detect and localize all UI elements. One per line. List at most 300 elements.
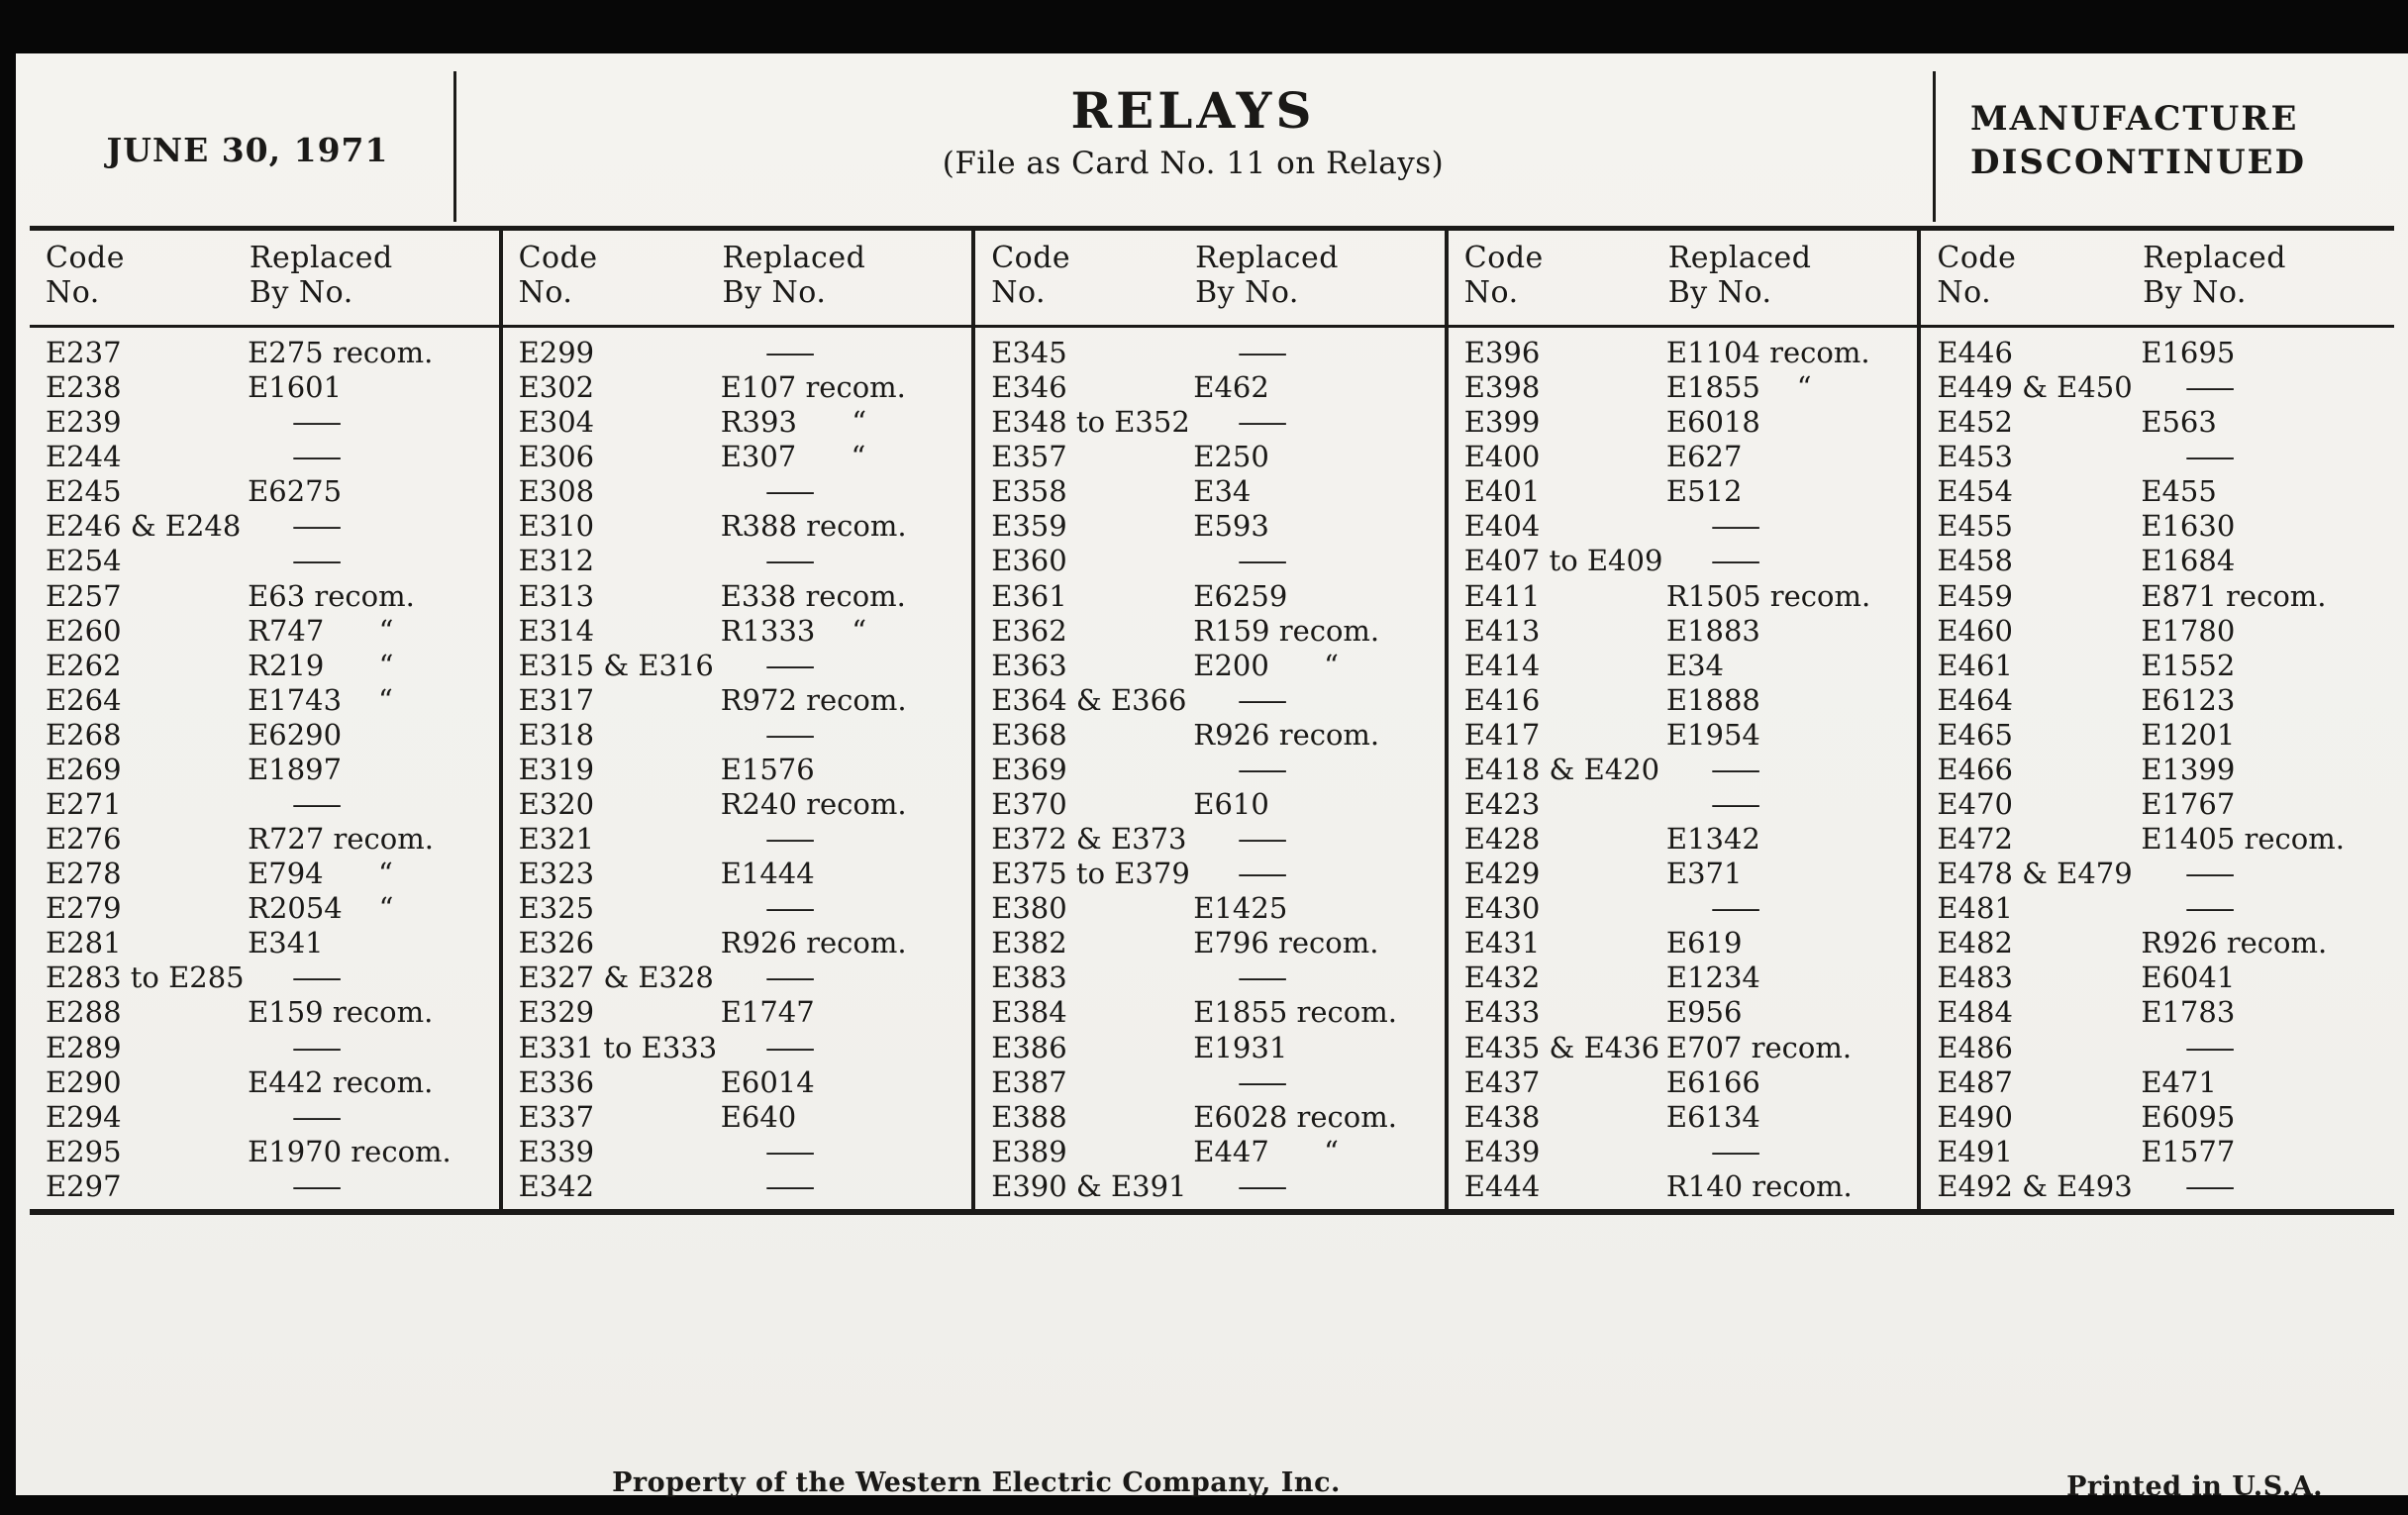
column-header-line: Code	[46, 241, 125, 275]
code-cell: E446	[1937, 336, 2013, 369]
replaced-cell	[1193, 1169, 1440, 1203]
code-cell: E433	[1463, 995, 1541, 1030]
table-row	[46, 544, 495, 577]
dash-mark: —	[1237, 1168, 1289, 1203]
code-cell: E389	[991, 1134, 1067, 1168]
table-row	[1464, 1135, 1914, 1168]
column-header-line: By No.	[2143, 275, 2247, 311]
code-cell: E416	[1463, 682, 1541, 717]
code-cell: E342	[518, 1168, 595, 1203]
code-cell: E464	[1937, 682, 2013, 717]
table-row	[1464, 509, 1914, 543]
replaced-cell: R747 “	[248, 613, 394, 648]
replaced-cell: E1855 recom.	[1193, 995, 1397, 1030]
code-cell: E319	[518, 752, 595, 786]
code-cell: E304	[518, 405, 595, 440]
dash-mark: —	[291, 1168, 344, 1203]
table-row	[46, 995, 495, 1029]
code-cell: E453	[1937, 440, 2013, 474]
table-row	[991, 614, 1441, 648]
manufacture-status	[1970, 97, 2306, 184]
replaced-cell: E1201	[2141, 717, 2236, 752]
table-row	[1464, 891, 1914, 925]
code-cell: E482	[1937, 926, 2013, 960]
code-cell: E432	[1463, 960, 1541, 995]
replaced-cell	[721, 336, 967, 369]
replaced-by-header	[1668, 241, 1918, 311]
replaced-cell	[721, 474, 967, 508]
code-cell: E306	[518, 440, 595, 474]
table-row	[991, 1031, 1441, 1064]
table-row	[519, 1100, 968, 1134]
code-cell: E308	[518, 474, 595, 509]
replaced-cell: E462	[1193, 370, 1269, 405]
replaced-cell: E6290	[248, 717, 343, 752]
replaced-cell	[1666, 891, 1913, 925]
replaced-cell: E250	[1193, 440, 1269, 474]
code-cell: E487	[1937, 1064, 2013, 1099]
replaced-cell: E871 recom.	[2141, 578, 2327, 613]
replaced-cell: E1855 “	[1665, 370, 1812, 405]
replaced-cell: E1931	[1193, 1030, 1288, 1064]
replaced-cell	[2141, 370, 2390, 404]
replaced-by-header	[250, 241, 499, 311]
replaced-cell	[1666, 1135, 1913, 1168]
replaced-cell	[721, 1031, 967, 1064]
replaced-cell	[248, 960, 494, 994]
replaced-cell: E6123	[2141, 682, 2236, 717]
table-row	[1464, 1031, 1914, 1064]
dash-mark: —	[763, 1168, 816, 1203]
code-cell: E399	[1463, 405, 1541, 440]
code-cell: E414	[1463, 648, 1541, 682]
table-row	[991, 1169, 1441, 1203]
table-row	[46, 336, 495, 369]
replaced-cell	[248, 440, 494, 473]
table-row	[991, 891, 1441, 925]
code-cell: E375 to E379	[991, 857, 1190, 891]
code-cell: E396	[1463, 336, 1541, 369]
replaced-cell: E6014	[720, 1064, 815, 1099]
table-row	[1464, 718, 1914, 752]
table-row	[1937, 405, 2390, 439]
column-header-line: Code	[1937, 241, 2017, 275]
dash-mark: —	[1237, 544, 1289, 578]
replaced-cell	[248, 787, 494, 821]
replaced-cell: E1684	[2141, 544, 2236, 578]
code-cell: E260	[46, 613, 122, 648]
table-row	[519, 857, 968, 890]
replaced-by-header	[723, 241, 972, 311]
code-cell: E387	[991, 1064, 1067, 1099]
replaced-by-header	[1195, 241, 1445, 311]
column-rows	[1937, 336, 2390, 1203]
code-cell: E278	[46, 857, 122, 891]
table-row	[1937, 718, 2390, 752]
table-row	[519, 787, 968, 821]
table-row	[991, 753, 1441, 786]
dash-mark: —	[1709, 752, 1762, 786]
table-row	[46, 579, 495, 613]
code-cell: E388	[991, 1099, 1067, 1134]
replaced-cell: R926 recom.	[2141, 926, 2328, 960]
table-row	[519, 579, 968, 613]
code-cell: E478 & E479	[1937, 857, 2133, 891]
replaced-cell	[1193, 753, 1440, 786]
table-row	[46, 614, 495, 648]
table-row	[1464, 1169, 1914, 1203]
code-cell: E358	[991, 474, 1067, 509]
code-cell: E423	[1463, 787, 1541, 822]
replaced-cell	[1193, 1065, 1440, 1099]
replaced-cell: E371	[1665, 857, 1743, 891]
code-cell: E459	[1937, 578, 2013, 613]
replaced-cell: E1888	[1665, 682, 1760, 717]
table-row	[1464, 857, 1914, 890]
table-row	[991, 1065, 1441, 1099]
replaced-cell: E1104 recom.	[1665, 336, 1870, 369]
code-cell: E382	[991, 926, 1067, 960]
table-row	[1464, 822, 1914, 856]
replaced-cell: E471	[2141, 1064, 2217, 1099]
replaced-cell: E6041	[2141, 960, 2236, 995]
column-header-line: Replaced	[722, 241, 866, 275]
code-cell: E458	[1937, 544, 2013, 578]
replaced-cell: E200 “	[1193, 648, 1339, 682]
table-row	[1464, 544, 1914, 577]
code-cell: E418 & E420	[1463, 752, 1660, 786]
column-header	[1921, 231, 2394, 311]
replaced-cell: E1747	[720, 995, 815, 1030]
code-cell: E357	[991, 440, 1067, 474]
code-cell: E492 & E493	[1937, 1168, 2133, 1203]
table-row	[991, 544, 1441, 577]
table-row	[519, 405, 968, 439]
replaced-cell: E627	[1665, 440, 1743, 474]
dash-mark: —	[291, 544, 344, 578]
table-row	[46, 1031, 495, 1064]
code-cell: E444	[1463, 1168, 1541, 1203]
code-cell: E271	[46, 787, 122, 822]
table-row	[46, 753, 495, 786]
dash-mark: —	[763, 544, 816, 578]
code-cell: E361	[991, 578, 1067, 613]
code-cell: E317	[518, 682, 595, 717]
table-row	[1464, 336, 1914, 369]
table-row	[46, 1065, 495, 1099]
replaced-cell	[2141, 440, 2390, 473]
table-row	[1937, 1065, 2390, 1099]
dash-mark: —	[1709, 544, 1762, 578]
replaced-cell	[721, 1135, 967, 1168]
replaced-cell	[721, 960, 967, 994]
replaced-cell: E1405 recom.	[2141, 822, 2345, 857]
table-row	[1937, 1031, 2390, 1064]
code-cell: E383	[991, 960, 1067, 995]
replaced-cell: R2054 “	[248, 891, 394, 926]
code-cell: E460	[1937, 613, 2013, 648]
table-row	[1937, 891, 2390, 925]
table-column-2	[503, 231, 976, 1209]
table-row	[519, 336, 968, 369]
table-row	[1937, 857, 2390, 890]
code-cell: E336	[518, 1064, 595, 1099]
replaced-by-header	[2143, 241, 2394, 311]
replaced-cell: E6134	[1665, 1099, 1760, 1134]
replaced-cell: E6095	[2141, 1099, 2236, 1134]
table-row	[991, 822, 1441, 856]
dash-mark: —	[763, 336, 816, 369]
replaced-cell: E956	[1665, 995, 1743, 1030]
column-header-line: No.	[991, 275, 1047, 311]
code-cell: E244	[46, 440, 122, 474]
code-cell: E312	[518, 544, 595, 578]
dash-mark: —	[2184, 1030, 2237, 1064]
replaced-cell	[721, 891, 967, 925]
code-cell: E368	[991, 717, 1067, 752]
dash-mark: —	[1709, 1134, 1762, 1168]
replaced-cell: E1883	[1665, 613, 1760, 648]
footer-printed: Printed in U.S.A.	[2066, 1471, 2323, 1502]
replaced-cell	[1666, 509, 1913, 543]
replaced-cell	[248, 405, 494, 439]
table-row	[1464, 649, 1914, 682]
replaced-cell	[1193, 960, 1440, 994]
table-row	[46, 960, 495, 994]
table-row	[991, 1135, 1441, 1168]
replaced-cell: E442 recom.	[248, 1064, 434, 1099]
table-row	[519, 1065, 968, 1099]
table-row	[519, 440, 968, 473]
column-header-line: Replaced	[1667, 241, 1812, 275]
dash-mark: —	[1237, 960, 1289, 995]
table-row	[519, 649, 968, 682]
replaced-cell: E1576	[720, 752, 815, 786]
replaced-cell: E6028 recom.	[1193, 1099, 1397, 1134]
header-divider-right	[1933, 71, 1936, 222]
code-cell: E257	[46, 578, 122, 613]
code-cell: E431	[1463, 926, 1541, 960]
table-row	[1464, 1065, 1914, 1099]
replaced-cell	[721, 822, 967, 856]
replaced-cell: E1234	[1665, 960, 1760, 995]
column-header-line: Replaced	[2143, 241, 2286, 275]
table-row	[1937, 579, 2390, 613]
replaced-cell	[1666, 753, 1913, 786]
table-row	[519, 891, 968, 925]
replaced-cell	[2141, 1169, 2390, 1203]
dash-mark: —	[763, 474, 816, 509]
replaced-cell: E610	[1193, 787, 1269, 822]
replaced-cell	[2141, 857, 2390, 890]
code-cell: E345	[991, 336, 1067, 369]
table-row	[1464, 960, 1914, 994]
replaced-cell: R972 recom.	[720, 682, 907, 717]
replaced-cell: E1783	[2141, 995, 2236, 1030]
table-row	[1937, 683, 2390, 717]
table-row	[991, 1100, 1441, 1134]
replaced-cell	[1666, 544, 1913, 577]
code-cell: E320	[518, 787, 595, 822]
table-row	[519, 960, 968, 994]
code-cell: E289	[46, 1030, 122, 1064]
replaced-cell	[1193, 544, 1440, 577]
table-row	[519, 1169, 968, 1203]
table-row	[991, 683, 1441, 717]
replaced-cell	[1193, 822, 1440, 856]
replaced-cell: R393 “	[720, 405, 867, 440]
replaced-cell: E1743 “	[248, 682, 393, 717]
code-cell: E327 & E328	[518, 960, 714, 995]
table-row	[1937, 1100, 2390, 1134]
table-row	[46, 683, 495, 717]
replaced-cell: E1577	[2141, 1134, 2236, 1168]
dash-mark: —	[2184, 891, 2237, 926]
code-cell: E337	[518, 1099, 595, 1134]
column-header-line: By No.	[249, 275, 353, 311]
replaced-cell: E1780	[2141, 613, 2236, 648]
replaced-cell: E1425	[1193, 891, 1288, 926]
code-cell: E262	[46, 648, 122, 682]
code-cell: E384	[991, 995, 1067, 1030]
replaced-cell	[1666, 787, 1913, 821]
dash-mark: —	[2184, 857, 2237, 891]
replaced-cell: R926 recom.	[1193, 717, 1380, 752]
table-row	[991, 370, 1441, 404]
code-cell: E310	[518, 509, 595, 544]
code-cell: E370	[991, 787, 1067, 822]
code-cell: E359	[991, 509, 1067, 544]
code-cell: E283 to E285	[46, 960, 245, 995]
code-cell: E323	[518, 857, 595, 891]
code-cell: E465	[1937, 717, 2013, 752]
code-cell: E491	[1937, 1134, 2013, 1168]
column-header	[1449, 231, 1918, 311]
dash-mark: —	[291, 960, 344, 995]
table-row	[1464, 579, 1914, 613]
table-row	[46, 822, 495, 856]
table-row	[1937, 440, 2390, 473]
footer-property: Property of the Western Electric Company, Inc.	[612, 1467, 1341, 1498]
table-row	[1464, 995, 1914, 1029]
dash-mark: —	[291, 405, 344, 440]
code-no-header	[1937, 241, 2143, 311]
column-header-line: Code	[1463, 241, 1544, 275]
dash-mark: —	[291, 787, 344, 822]
dash-mark: —	[1709, 509, 1762, 544]
code-no-header	[519, 241, 723, 311]
table-row	[46, 857, 495, 890]
replaced-cell: R159 recom.	[1193, 613, 1380, 648]
column-header-line: Replaced	[1195, 241, 1339, 275]
replaced-cell: E341	[248, 926, 324, 960]
code-cell: E295	[46, 1134, 122, 1168]
code-cell: E472	[1937, 822, 2013, 857]
table-column-3	[975, 231, 1449, 1209]
code-cell: E490	[1937, 1099, 2013, 1134]
code-cell: E346	[991, 370, 1067, 405]
code-cell: E276	[46, 822, 122, 857]
replaced-cell: E1342	[1665, 822, 1760, 857]
table-row	[1937, 509, 2390, 543]
code-cell: E369	[991, 752, 1067, 786]
table-row	[519, 614, 968, 648]
code-cell: E452	[1937, 405, 2013, 440]
code-cell: E466	[1937, 752, 2013, 786]
table-row	[46, 1135, 495, 1168]
table-row	[519, 1135, 968, 1168]
table-row	[519, 995, 968, 1029]
code-cell: E318	[518, 717, 595, 752]
table-row	[991, 440, 1441, 473]
column-header	[503, 231, 972, 311]
code-cell: E454	[1937, 474, 2013, 509]
dash-mark: —	[291, 509, 344, 544]
table-row	[991, 579, 1441, 613]
replaced-cell: E796 recom.	[1193, 926, 1379, 960]
table-row	[1464, 370, 1914, 404]
dash-mark: —	[763, 648, 816, 682]
dash-mark: —	[2184, 440, 2237, 474]
table-row	[1937, 787, 2390, 821]
code-cell: E363	[991, 648, 1067, 682]
card-date: JUNE 30, 1971	[106, 131, 389, 169]
page-subtitle: (File as Card No. 11 on Relays)	[942, 146, 1445, 181]
table-row	[991, 857, 1441, 890]
replaced-cell: E1601	[248, 370, 343, 405]
status-line-1: MANUFACTURE	[1970, 99, 2299, 139]
table-row	[46, 649, 495, 682]
replaced-cell: R240 recom.	[720, 787, 907, 822]
code-cell: E279	[46, 891, 122, 926]
code-no-header	[46, 241, 250, 311]
code-cell: E455	[1937, 509, 2013, 544]
dash-mark: —	[1709, 891, 1762, 926]
replaced-cell	[721, 718, 967, 752]
relay-card	[16, 53, 2408, 1502]
dash-mark: —	[1237, 405, 1289, 440]
dash-mark: —	[291, 440, 344, 474]
table-row	[46, 718, 495, 752]
code-cell: E297	[46, 1168, 122, 1203]
replaced-cell	[248, 1031, 494, 1064]
table-row	[1937, 926, 2390, 960]
table-row	[46, 474, 495, 508]
column-header	[30, 231, 499, 311]
table-row	[1937, 822, 2390, 856]
code-cell: E348 to E352	[991, 405, 1190, 440]
table-row	[519, 474, 968, 508]
table-row	[991, 960, 1441, 994]
replaced-cell: E1552	[2141, 648, 2236, 682]
table-row	[519, 1031, 968, 1064]
replaced-cell: E34	[1193, 474, 1252, 509]
table-row	[1937, 995, 2390, 1029]
dash-mark: —	[763, 822, 816, 857]
table-row	[991, 405, 1441, 439]
dash-mark: —	[2184, 1168, 2237, 1203]
table-row	[519, 370, 968, 404]
replaced-cell	[1193, 683, 1440, 717]
code-cell: E428	[1463, 822, 1541, 857]
dash-mark: —	[1237, 857, 1289, 891]
table-row	[991, 474, 1441, 508]
code-cell: E331 to E333	[518, 1030, 718, 1064]
table-column-5	[1921, 231, 2394, 1209]
table-row	[991, 649, 1441, 682]
dash-mark: —	[763, 717, 816, 752]
table-row	[46, 405, 495, 439]
